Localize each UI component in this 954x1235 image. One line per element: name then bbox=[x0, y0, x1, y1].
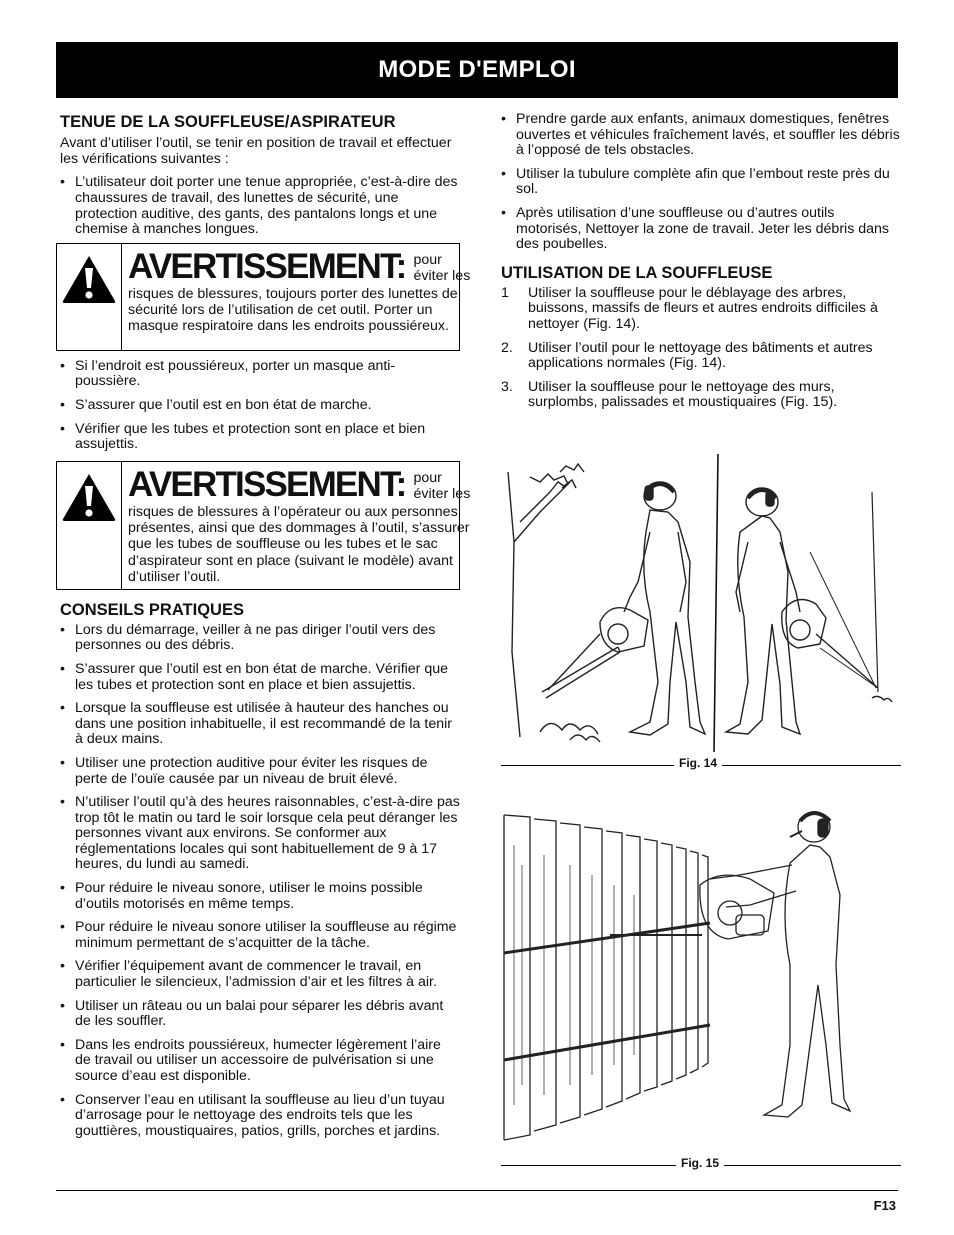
warning-lead: pour éviter les bbox=[413, 469, 471, 503]
list-item: • S’assurer que l’outil est en bon état de marche. bbox=[60, 398, 460, 414]
warning-body: risques de blessures à l’opérateur ou aux personnes présentes, ainsi que des dommages à l’outil, s’assurer que les tubes de souffleuse ou les tubes et le sac d’aspirateur sont en place (suivant le modèle) avant d’utiliser l’outil. bbox=[128, 503, 470, 585]
list-item: • Conserver l’eau en utilisant la souffleuse au lieu d’un tuyau d’arrosage pour le nettoyage des endroits tels que les gouttières, moustiquaires, patios, grills, porches et jardins. bbox=[60, 1093, 460, 1140]
tenue-bullet-list bbox=[60, 175, 460, 237]
list-item: • S’assurer que l’outil est en bon état de marche. Vérifier que les tubes et protection sont en place et bien assujettis. bbox=[60, 662, 460, 693]
warning-box-2 bbox=[56, 461, 471, 590]
list-item: • Lorsque la souffleuse est utilisée à hauteur des hanches ou dans une position inhabituelle, il est recommandé de la tenir à deux mains. bbox=[60, 701, 460, 748]
conseils-bullet-list bbox=[60, 623, 460, 1140]
step-text: Utiliser la souffleuse pour le nettoyage des murs, surplombs, palissades et moustiquaires (Fig. 15). bbox=[528, 378, 838, 411]
figure-14-blower-illustration bbox=[500, 452, 900, 752]
list-item: • Utiliser un râteau ou un balai pour séparer les débris avant de les souffler. bbox=[60, 999, 460, 1030]
warning-icon bbox=[57, 244, 122, 350]
step-item bbox=[501, 341, 901, 372]
list-item: • Vérifier l’équipement avant de commencer le travail, en particulier le silencieux, l’admission d’air et les filtres à air. bbox=[60, 959, 460, 990]
section-title-conseils: CONSEILS PRATIQUES bbox=[60, 600, 244, 619]
section-title-utilisation: UTILISATION DE LA SOUFFLEUSE bbox=[501, 263, 773, 282]
step-item bbox=[501, 286, 901, 333]
warning-label: AVERTISSEMENT: bbox=[128, 246, 406, 286]
right-bullet-list bbox=[501, 112, 901, 253]
page-number: F13 bbox=[873, 1198, 896, 1213]
warning-body: risques de blessures, toujours porter des lunettes de sécurité lors de l’utilisation de cet outil. Porter un masque respiratoire dans les endroits poussiéreux. bbox=[128, 285, 458, 335]
page-title: MODE D'EMPLOI bbox=[378, 56, 576, 83]
left-column bbox=[60, 112, 471, 1147]
footer-rule bbox=[56, 1190, 898, 1191]
warning-text-1 bbox=[122, 244, 484, 350]
figure-14-caption: Fig. 14 bbox=[674, 756, 722, 770]
figure-15-blower-fence-illustration bbox=[500, 805, 900, 1155]
page-header-bar bbox=[56, 42, 898, 98]
warning-box-1 bbox=[56, 243, 471, 351]
list-item: • Pour réduire le niveau sonore utiliser la souffleuse au régime minimum permettant de s’acquitter de la tâche. bbox=[60, 920, 460, 951]
list-item: • L’utilisateur doit porter une tenue appropriée, c’est-à-dire des chaussures de travail, des lunettes de sécurité, une protection auditive, des gants, des pantalons longs et une chemise à manches longues. bbox=[60, 175, 460, 237]
list-item: • Lors du démarrage, veiller à ne pas diriger l’outil vers des personnes ou des débris. bbox=[60, 623, 460, 654]
warning-label: AVERTISSEMENT: bbox=[128, 464, 406, 504]
figure-15-caption: Fig. 15 bbox=[676, 1156, 724, 1170]
warning-text-2 bbox=[122, 462, 484, 589]
warning-icon bbox=[57, 462, 122, 589]
list-item: • Dans les endroits poussiéreux, humecter légèrement l’aire de travail ou utiliser un accessoire de pulvérisation si une source d’eau est disponible. bbox=[60, 1038, 460, 1085]
list-item: • Prendre garde aux enfants, animaux domestiques, fenêtres ouvertes et véhicules fraîchement lavés, et souffler les débris à l’opposé de tels obstacles. bbox=[501, 112, 901, 159]
warning-lead: pour éviter les bbox=[413, 251, 471, 285]
list-item: • Vérifier que les tubes et protection sont en place et bien assujettis. bbox=[60, 422, 460, 453]
list-item: • Si l’endroit est poussiéreux, porter un masque anti-poussière. bbox=[60, 359, 460, 390]
list-item: • N’utiliser l’outil qu’à des heures raisonnables, c’est-à-dire pas trop tôt le matin ou tard le soir lorsque cela peut déranger les personnes vivant aux environs. Se conformer aux réglementations locales qui sont habituellement de 9 à 17 heures, du lundi au samedi. bbox=[60, 795, 460, 873]
list-item: • Utiliser une protection auditive pour éviter les risques de perte de l’ouïe causée par un niveau de bruit élevé. bbox=[60, 756, 460, 787]
section-intro: Avant d’utiliser l’outil, se tenir en position de travail et effectuer les vérifications suivantes : bbox=[60, 135, 452, 168]
list-item: • Pour réduire le niveau sonore, utiliser le moins possible d’outils motorisés en même temps. bbox=[60, 881, 460, 912]
bullet-list-2 bbox=[60, 359, 460, 453]
utilisation-steps bbox=[501, 286, 901, 411]
step-item bbox=[501, 380, 901, 411]
list-item: • Après utilisation d’une souffleuse ou d’autres outils motorisés, Nettoyer la zone de travail. Jeter les débris dans des poubelles. bbox=[501, 206, 901, 253]
step-text: Utiliser l’outil pour le nettoyage des bâtiments et autres applications normales (Fig. 14). bbox=[528, 339, 873, 372]
list-item: • Utiliser la tubulure complète afin que l’embout reste près du sol. bbox=[501, 167, 901, 198]
section-title-tenue: TENUE DE LA SOUFFLEUSE/ASPIRATEUR bbox=[60, 113, 396, 131]
step-text: Utiliser la souffleuse pour le déblayage des arbres, buissons, massifs de fleurs et autres endroits difficiles à nettoyer (Fig. 14). bbox=[528, 284, 878, 332]
right-column bbox=[501, 112, 901, 419]
